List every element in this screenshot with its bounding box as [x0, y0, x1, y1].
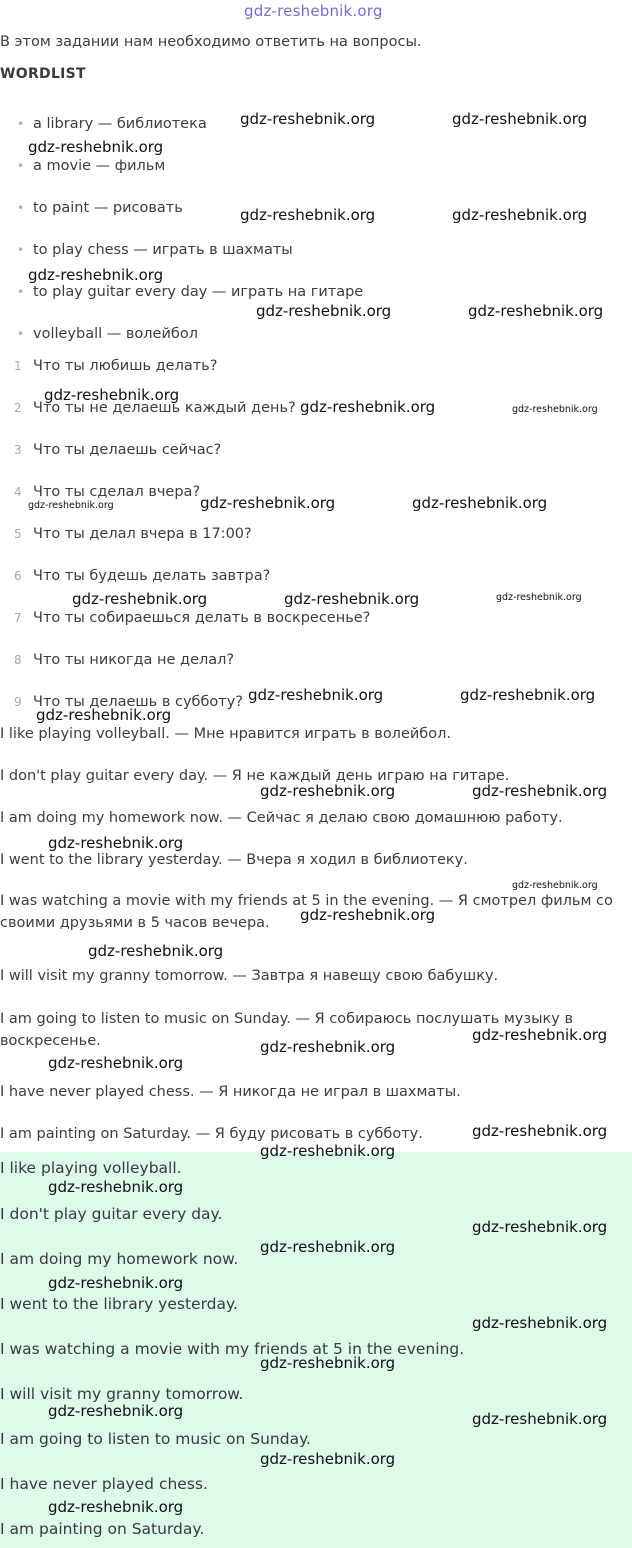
watermark: gdz-reshebnik.org: [88, 942, 224, 960]
question-text: Что ты не делаешь каждый день?: [33, 400, 296, 416]
wordlist-item-text: a library — библиотека: [33, 116, 207, 132]
final-answer-line: I have never played chess.: [0, 1475, 208, 1493]
question-text: Что ты будешь делать завтра?: [33, 568, 271, 584]
wordlist-item: [17, 242, 293, 258]
site-header-link[interactable]: gdz-reshebnik.org: [244, 2, 383, 20]
question-item: [14, 484, 200, 500]
watermark: gdz-reshebnik.org: [300, 398, 436, 416]
watermark: gdz-reshebnik.org: [472, 1218, 608, 1236]
watermark: gdz-reshebnik.org: [200, 494, 336, 512]
watermark: gdz-reshebnik.org: [468, 302, 604, 320]
watermark: gdz-reshebnik.org: [284, 590, 420, 608]
watermark: gdz-reshebnik.org: [44, 386, 180, 404]
answer-line: I am going to listen to music on Sunday. — Я собираюсь послушать музыку в воскресенье.: [0, 1011, 574, 1049]
question-number: 7: [14, 611, 22, 625]
watermark: gdz-reshebnik.org: [472, 1026, 608, 1044]
watermark: gdz-reshebnik.org: [28, 138, 164, 156]
watermark: gdz-reshebnik.org: [260, 1238, 396, 1256]
watermark: gdz-reshebnik.org: [260, 1354, 396, 1372]
task-intro: В этом задании нам необходимо ответить на вопросы.: [0, 34, 422, 50]
watermark: gdz-reshebnik.org: [48, 1274, 184, 1292]
bullet-icon: •: [17, 201, 25, 215]
watermark: gdz-reshebnik.org: [260, 1142, 396, 1160]
watermark: gdz-reshebnik.org: [48, 1498, 184, 1516]
answer-line: I will visit my granny tomorrow. — Завтра я навещу свою бабушку.: [0, 968, 499, 984]
watermark: gdz-reshebnik.org: [512, 880, 598, 891]
question-text: Что ты любишь делать?: [33, 358, 218, 374]
watermark: gdz-reshebnik.org: [48, 1178, 184, 1196]
answer-line: I went to the library yesterday. — Вчера я ходил в библиотеку.: [0, 852, 468, 868]
final-answer-line: I am doing my homework now.: [0, 1250, 239, 1268]
watermark: gdz-reshebnik.org: [72, 590, 208, 608]
final-answer-line: I went to the library yesterday.: [0, 1295, 238, 1313]
answer-line: I like playing volleyball. — Мне нравится играть в волейбол.: [0, 726, 451, 742]
watermark: gdz-reshebnik.org: [496, 592, 582, 603]
answer-line: I am doing my homework now. — Сейчас я делаю свою домашнюю работу.: [0, 810, 563, 826]
question-item: [14, 526, 252, 542]
wordlist-item-text: a movie — фильм: [33, 158, 166, 174]
final-answer-line: I will visit my granny tomorrow.: [0, 1385, 244, 1403]
final-answer-line: I like playing volleyball.: [0, 1159, 182, 1177]
question-text: Что ты делаешь сейчас?: [33, 442, 222, 458]
watermark: gdz-reshebnik.org: [240, 110, 376, 128]
wordlist-item-text: volleyball — волейбол: [33, 326, 198, 342]
question-number: 2: [14, 401, 22, 415]
watermark: gdz-reshebnik.org: [28, 500, 114, 511]
watermark: gdz-reshebnik.org: [300, 906, 436, 924]
bullet-icon: •: [17, 327, 25, 341]
watermark: gdz-reshebnik.org: [472, 782, 608, 800]
final-answer-line: I was watching a movie with my friends at 5 in the evening.: [0, 1340, 465, 1358]
question-item: [14, 652, 234, 668]
bullet-icon: •: [17, 117, 25, 131]
wordlist-item: [17, 158, 165, 174]
question-number: 6: [14, 569, 22, 583]
wordlist-item: [17, 326, 198, 342]
wordlist-item: [17, 284, 363, 300]
bullet-icon: •: [17, 243, 25, 257]
answer-line: I don't play guitar every day. — Я не каждый день играю на гитаре.: [0, 768, 510, 784]
question-number: 5: [14, 527, 22, 541]
watermark: gdz-reshebnik.org: [452, 206, 588, 224]
watermark: gdz-reshebnik.org: [48, 1402, 184, 1420]
wordlist-item-text: to play chess — играть в шахматы: [33, 242, 293, 258]
watermark: gdz-reshebnik.org: [260, 1450, 396, 1468]
answer-line: I was watching a movie with my friends at 5 in the evening. — Я смотрел фильм со своими друзьями в 5 часов вечера.: [0, 893, 613, 931]
question-text: Что ты делаешь в субботу?: [33, 694, 244, 710]
wordlist-item-text: to play guitar every day — играть на гитаре: [33, 284, 364, 300]
question-item: [14, 442, 221, 458]
question-item: [14, 610, 370, 626]
wordlist-heading: WORDLIST: [0, 66, 86, 82]
watermark: gdz-reshebnik.org: [260, 782, 396, 800]
question-text: Что ты никогда не делал?: [33, 652, 235, 668]
watermark: gdz-reshebnik.org: [512, 404, 598, 415]
question-number: 3: [14, 443, 22, 457]
watermark: gdz-reshebnik.org: [256, 302, 392, 320]
wordlist-item: [17, 200, 183, 216]
watermark: gdz-reshebnik.org: [28, 266, 164, 284]
watermark: gdz-reshebnik.org: [472, 1410, 608, 1428]
question-number: 4: [14, 485, 22, 499]
wordlist-item-text: to paint — рисовать: [33, 200, 183, 216]
question-text: Что ты сделал вчера?: [33, 484, 201, 500]
watermark: gdz-reshebnik.org: [412, 494, 548, 512]
watermark: gdz-reshebnik.org: [472, 1122, 608, 1140]
question-number: 1: [14, 359, 22, 373]
final-answer-line: I am painting on Saturday.: [0, 1520, 205, 1538]
answer-line: I am painting on Saturday. — Я буду рисовать в субботу.: [0, 1126, 423, 1142]
question-text: Что ты делал вчера в 17:00?: [33, 526, 252, 542]
wordlist-item: [17, 116, 207, 132]
bullet-icon: •: [17, 159, 25, 173]
bullet-icon: •: [17, 285, 25, 299]
final-answer-line: I am going to listen to music on Sunday.: [0, 1430, 311, 1448]
watermark: gdz-reshebnik.org: [36, 706, 172, 724]
watermark: gdz-reshebnik.org: [460, 686, 596, 704]
watermark: gdz-reshebnik.org: [452, 110, 588, 128]
watermark: gdz-reshebnik.org: [240, 206, 376, 224]
question-item: [14, 358, 217, 374]
final-answer-line: I don't play guitar every day.: [0, 1205, 223, 1223]
answer-line: I have never played chess. — Я никогда не играл в шахматы.: [0, 1084, 461, 1100]
watermark: gdz-reshebnik.org: [260, 1038, 396, 1056]
watermark: gdz-reshebnik.org: [48, 1054, 184, 1072]
question-item: [14, 568, 270, 584]
question-number: 8: [14, 653, 22, 667]
question-text: Что ты собираешься делать в воскресенье?: [33, 610, 371, 626]
watermark: gdz-reshebnik.org: [472, 1314, 608, 1332]
question-number: 9: [14, 695, 22, 709]
watermark: gdz-reshebnik.org: [48, 834, 184, 852]
watermark: gdz-reshebnik.org: [248, 686, 384, 704]
